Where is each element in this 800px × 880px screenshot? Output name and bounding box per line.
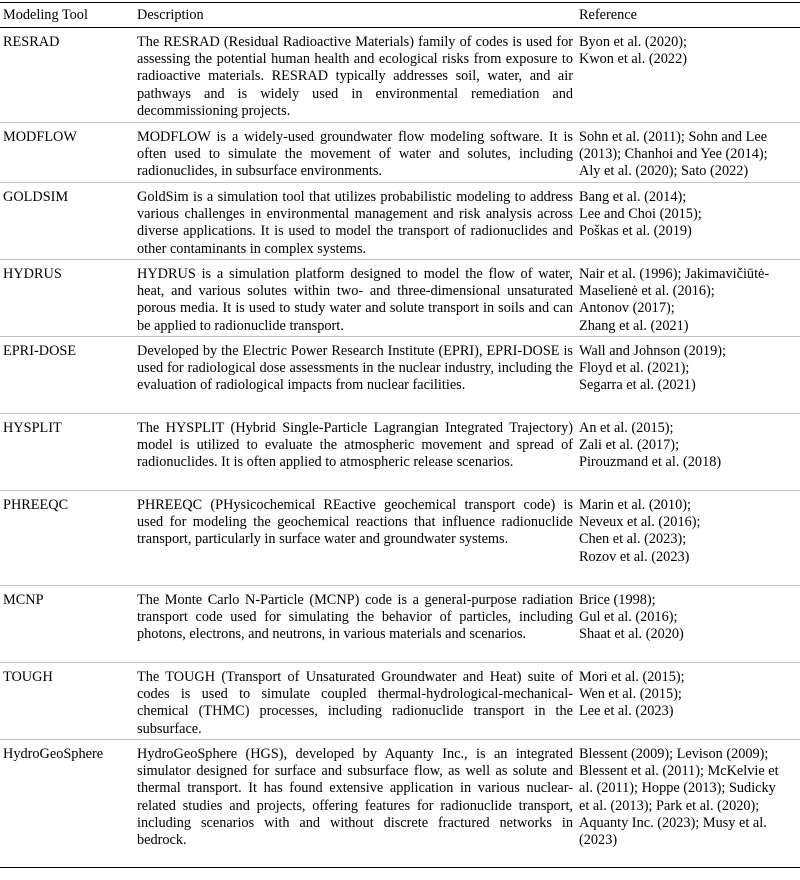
table-body (0, 28, 800, 868)
reference-line: An et al. (2015); (579, 420, 674, 436)
table-row (0, 183, 800, 260)
reference-line: Zhang et al. (2021) (579, 317, 689, 334)
description-cell: The RESRAD (Residual Radioactive Materials) family of codes is used for assessing the potential human health and ecological risks from exposure to radioactive materials. RESRAD typically addresses soil, water, and air pathways and is widely used in environmental remediation and decommissioning projects. (133, 28, 575, 123)
description-cell: The Monte Carlo N-Particle (MCNP) code is a general-purpose radiation transport code used for simulating the behavior of particles, including photons, electrons, and neutrons, in various materials and scenarios. (133, 586, 575, 663)
reference-line: Kwon et al. (2022) (579, 51, 687, 68)
reference-line: Mori et al. (2015); (579, 669, 685, 685)
reference-line: Floyd et al. (2021); (579, 360, 690, 377)
description-cell: MODFLOW is a widely-used groundwater flow modeling software. It is often used to simulate the movement of water and solutes, including radionuclides, in subsurface environments. (133, 123, 575, 183)
reference-cell (575, 663, 800, 740)
table-row (0, 663, 800, 740)
header-row (0, 3, 800, 28)
table-row (0, 28, 800, 123)
reference-line: Rozov et al. (2023) (579, 548, 690, 565)
reference-cell (575, 414, 800, 491)
tool-name-cell: TOUGH (0, 663, 133, 740)
reference-line: Bang et al. (2014); (579, 189, 687, 205)
tool-name-cell: PHREEQC (0, 491, 133, 586)
reference-cell (575, 28, 800, 123)
reference-line: Maselienė et al. (2016); (579, 283, 715, 300)
reference-line: Lee and Choi (2015); (579, 206, 702, 223)
table-row (0, 491, 800, 586)
reference-line: Shaat et al. (2020) (579, 626, 684, 643)
table-row (0, 260, 800, 337)
reference-line: et al. (2013); Park et al. (2020); (579, 797, 760, 814)
reference-line: Lee et al. (2023) (579, 703, 674, 720)
description-cell: The HYSPLIT (Hybrid Single-Particle Lagrangian Integrated Trajectory) model is utilized to evaluate the atmospheric movement and spread of radionuclides. It is often applied to atmospheric release scenarios. (133, 414, 575, 491)
reference-line: Gul et al. (2016); (579, 609, 678, 626)
reference-line: Aly et al. (2020); Sato (2022) (579, 163, 749, 180)
reference-line: (2023) (579, 832, 618, 849)
table-row (0, 337, 800, 414)
reference-cell (575, 491, 800, 586)
table-row (0, 586, 800, 663)
reference-line: Wall and Johnson (2019); (579, 343, 726, 359)
reference-line: Antonov (2017); (579, 300, 675, 317)
reference-line: Neveux et al. (2016); (579, 514, 701, 531)
description-cell: HydroGeoSphere (HGS), developed by Aquanty Inc., is an integrated simulator designed for surface and subsurface flow, as well as solute and thermal transport. It has found extensive application in various nuclear-related studies and projects, offering features for radionuclide transport, including scenarios with and without discrete fractured networks in bedrock. (133, 740, 575, 868)
header-reference: Reference (575, 3, 800, 28)
reference-line: Chen et al. (2023); (579, 531, 687, 548)
reference-line: Blessent (2009); Levison (2009); (579, 746, 769, 762)
reference-cell (575, 586, 800, 663)
description-cell: HYDRUS is a simulation platform designed to model the flow of water, heat, and various solutes within two- and three-dimensional unsaturated porous media. It is used to study water and solute transport in soils and can be applied to radionuclide transport. (133, 260, 575, 337)
reference-cell (575, 740, 800, 868)
reference-line: Byon et al. (2020); (579, 34, 688, 50)
table-row (0, 123, 800, 183)
header-modeling-tool: Modeling Tool (0, 3, 133, 28)
tool-name-cell: MCNP (0, 586, 133, 663)
table-row (0, 414, 800, 491)
tool-name-cell: RESRAD (0, 28, 133, 123)
modeling-tools-table (0, 2, 800, 868)
reference-cell (575, 260, 800, 337)
tool-name-cell: HYSPLIT (0, 414, 133, 491)
reference-line: Wen et al. (2015); (579, 686, 682, 703)
reference-line: (2013); Chanhoi and Yee (2014); (579, 146, 768, 163)
reference-line: Sohn et al. (2011); Sohn and Lee (579, 129, 768, 145)
description-cell: PHREEQC (PHysicochemical REactive geochemical transport code) is used for modeling the geochemical reactions that influence radionuclide transport, particularly in surface water and groundwater systems. (133, 491, 575, 586)
description-cell: GoldSim is a simulation tool that utilizes probabilistic modeling to address various challenges in environmental management and risk analysis across diverse applications. It is used to model the transport of radionuclides and other contaminants in complex systems. (133, 183, 575, 260)
reference-cell (575, 337, 800, 414)
reference-line: Pirouzmand et al. (2018) (579, 454, 722, 471)
tool-name-cell: MODFLOW (0, 123, 133, 183)
reference-cell (575, 183, 800, 260)
reference-line: Nair et al. (1996); Jakimavičiūtė- (579, 266, 770, 282)
tool-name-cell: GOLDSIM (0, 183, 133, 260)
reference-line: Poškas et al. (2019) (579, 223, 692, 240)
reference-line: Brice (1998); (579, 592, 656, 608)
tool-name-cell: EPRI-DOSE (0, 337, 133, 414)
tool-name-cell: HydroGeoSphere (0, 740, 133, 868)
reference-cell (575, 123, 800, 183)
reference-line: Blessent et al. (2011); McKelvie et (579, 763, 779, 780)
tool-name-cell: HYDRUS (0, 260, 133, 337)
reference-line: Segarra et al. (2021) (579, 377, 696, 394)
description-cell: Developed by the Electric Power Research Institute (EPRI), EPRI-DOSE is used for radiological dose assessments in the nuclear industry, including the evaluation of radiological impacts from nuclear facilities. (133, 337, 575, 414)
reference-line: al. (2011); Hoppe (2013); Sudicky (579, 780, 776, 797)
description-cell: The TOUGH (Transport of Unsaturated Groundwater and Heat) suite of codes is used to simulate coupled thermal-hydrological-mechanical-chemical (THMC) processes, including radionuclide transport in the subsurface. (133, 663, 575, 740)
header-description: Description (133, 3, 575, 28)
reference-line: Zali et al. (2017); (579, 437, 680, 454)
table-row (0, 740, 800, 868)
reference-line: Aquanty Inc. (2023); Musy et al. (579, 814, 767, 831)
reference-line: Marin et al. (2010); (579, 497, 691, 513)
